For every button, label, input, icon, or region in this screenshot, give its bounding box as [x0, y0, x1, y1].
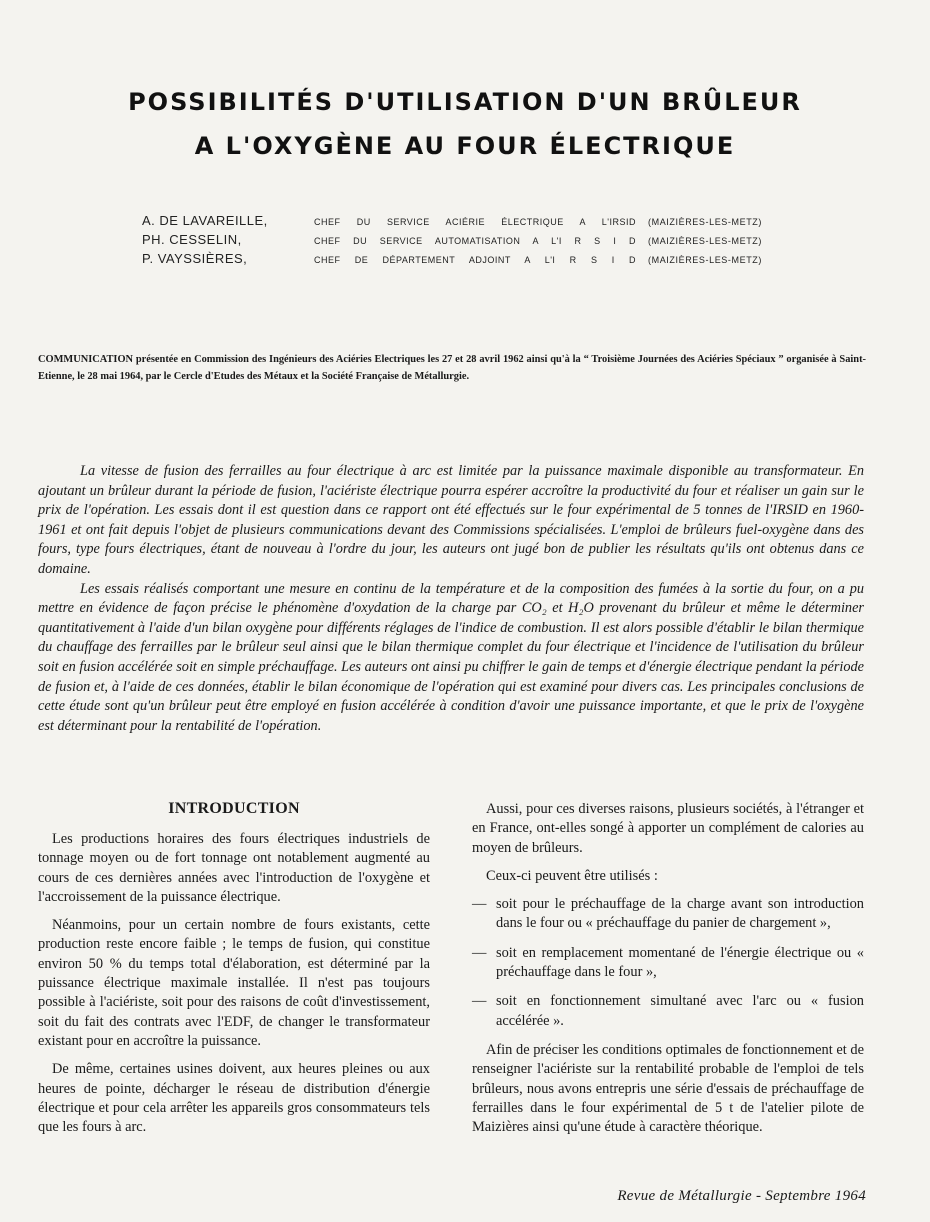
author-list: [142, 213, 762, 270]
right-column: [472, 800, 864, 1146]
communication-note: COMMUNICATION présentée en Commission des Ingénieurs des Aciéries Electriques les 27 et 28 avril 1962 ainsi qu'à la “ Troisième Journées des Aciéries Spéciaux ” organisée à Saint-Etienne, le 28 mai 1964, par le Cercle d'Etudes des Métaux et la Société Française de Métallurgie.: [38, 354, 866, 382]
author-place: (MAIZIÈRES-LES-METZ): [648, 255, 763, 265]
list-dash: —: [472, 944, 487, 961]
author-role: CHEF DU SERVICE ACIÉRIE ÉLECTRIQUE A L'IRSID: [314, 217, 636, 227]
list-item-text: soit en fonctionnement simultané avec l'arc ou « fusion accélérée ».: [496, 993, 864, 1029]
intro-paragraph-2: Néanmoins, pour un certain nombre de fours existants, cette production reste encore faible ; le temps de fusion, qui constitue environ 50 % du temps total d'élaboration, est déterminé par la puissance électrique maximale installée. Il n'est pas toujours possible à l'aciériste, soit pour des raisons de coût d'investissement, soit du fait des contrats avec l'EDF, de changer le transformateur existant pour en accroître la puissance.: [38, 917, 430, 1049]
list-item: [472, 992, 864, 1031]
list-item-text: soit en remplacement momentané de l'énergie électrique ou « préchauffage dans le four »,: [496, 944, 864, 981]
journal-footer: Revue de Métallurgie - Septembre 1964: [617, 1188, 866, 1204]
author-row: [142, 213, 762, 232]
intro-paragraph-3: De même, certaines usines doivent, aux heures pleines ou aux heures de pointe, décharger le réseau de distribution d'énergie électrique et pour cela arrêter les appareils gros consommateurs tels que les fours à arc.: [38, 1061, 430, 1136]
author-place: (MAIZIÈRES-LES-METZ): [648, 217, 763, 227]
right-paragraph-3: Afin de préciser les conditions optimales de fonctionnement et de renseigner l'aciériste sur la rentabilité probable de l'emploi de tels brûleurs, nous avons entrepris une série d'essais de préchauffage de ferrailles dans le four expérimental de 5 t de l'atelier pilote de Maizières ainsi qu'une étude à caractère théorique.: [472, 1041, 864, 1136]
list-dash: —: [472, 896, 487, 913]
abstract-paragraph-2: Les essais réalisés comportant une mesure en continu de la température et de la composition des fumées à la sortie du four, on a pu mettre en évidence de façon précise le phénomène d'oxydation de la charge par CO₂ et H₂O provenant du brûleur et même le déterminer quantitativement à l'aide d'un bilan oxygène pour différents réglages de l'indice de combustion. Il est alors possible d'établir le bilan thermique du chauffage des ferrailles par le brûleur seul ainsi que le bilan thermique complet du four électrique et l'incidence de l'utilisation du brûleur soit en fusion accélérée soit en simple préchauffage. Les auteurs ont ainsi pu chiffrer le gain de temps et d'énergie électrique pendant la période de fusion et, à l'aide de ces données, établir le bilan économique de l'opération qui est examiné pour divers cas. Les principales conclusions de cette étude sont qu'un brûleur peut être employé en fusion accélérée à condition d'avoir une puissance importante, et que le prix de l'oxygène est déterminant pour la rentabilité de l'opération.: [38, 580, 864, 734]
left-column: [38, 798, 430, 1146]
author-name: PH. CESSELIN,: [142, 232, 242, 247]
author-row: [142, 232, 762, 251]
right-paragraph-2: Ceux-ci peuvent être utilisés :: [486, 867, 658, 884]
article-title: [0, 80, 930, 168]
author-name: A. DE LAVAREILLE,: [142, 213, 268, 228]
title-line-2: A L'OXYGÈNE AU FOUR ÉLECTRIQUE: [194, 132, 736, 160]
section-heading-introduction: INTRODUCTION: [168, 800, 300, 817]
list-item: [472, 895, 864, 934]
list-item-text: soit pour le préchauffage de la charge avant son introduction dans le four ou « préchauffage du panier de chargement »,: [496, 896, 864, 932]
list-item: [472, 944, 864, 983]
intro-paragraph-1: Les productions horaires des fours électriques industriels de tonnage moyen ou de fort tonnage ont notablement augmenté au cours de ces dernières années avec l'introduction de l'oxygène et l'accroissement de la puissance électrique.: [38, 831, 430, 905]
author-row: [142, 251, 762, 270]
author-place: (MAIZIÈRES-LES-METZ): [648, 236, 763, 246]
abstract: [38, 462, 864, 736]
author-name: P. VAYSSIÈRES,: [142, 251, 248, 266]
author-role: CHEF DE DÉPARTEMENT ADJOINT A L'I R S I D: [314, 255, 636, 265]
list-dash: —: [472, 993, 487, 1010]
title-line-1: POSSIBILITÉS D'UTILISATION D'UN BRÛLEUR: [128, 88, 802, 116]
usage-list: [472, 895, 864, 1031]
right-paragraph-1: Aussi, pour ces diverses raisons, plusieurs sociétés, à l'étranger et en France, ont-elles songé à apporter un complément de calories au moyen de brûleurs.: [472, 801, 864, 856]
author-role: CHEF DU SERVICE AUTOMATISATION A L'I R S I D: [314, 236, 636, 246]
abstract-paragraph-1: La vitesse de fusion des ferrailles au four électrique à arc est limitée par la puissance maximale disponible au transformateur. En ajoutant un brûleur durant la période de fusion, l'aciériste électrique pourra espérer accroître la productivité du four et réaliser un gain sur le prix de l'opération. Les essais dont il est question dans ce rapport ont été effectués sur le four expérimental de 5 tonnes de l'IRSID en 1960-1961 et ont fait depuis l'objet de plusieurs communications devant des Commissions spécialisées. L'emploi de brûleurs fuel-oxygène dans des fours, type fours électriques, étant de nouveau à l'ordre du jour, les auteurs ont jugé bon de publier les résultats qu'ils ont obtenus dans ce domaine.: [38, 463, 864, 577]
